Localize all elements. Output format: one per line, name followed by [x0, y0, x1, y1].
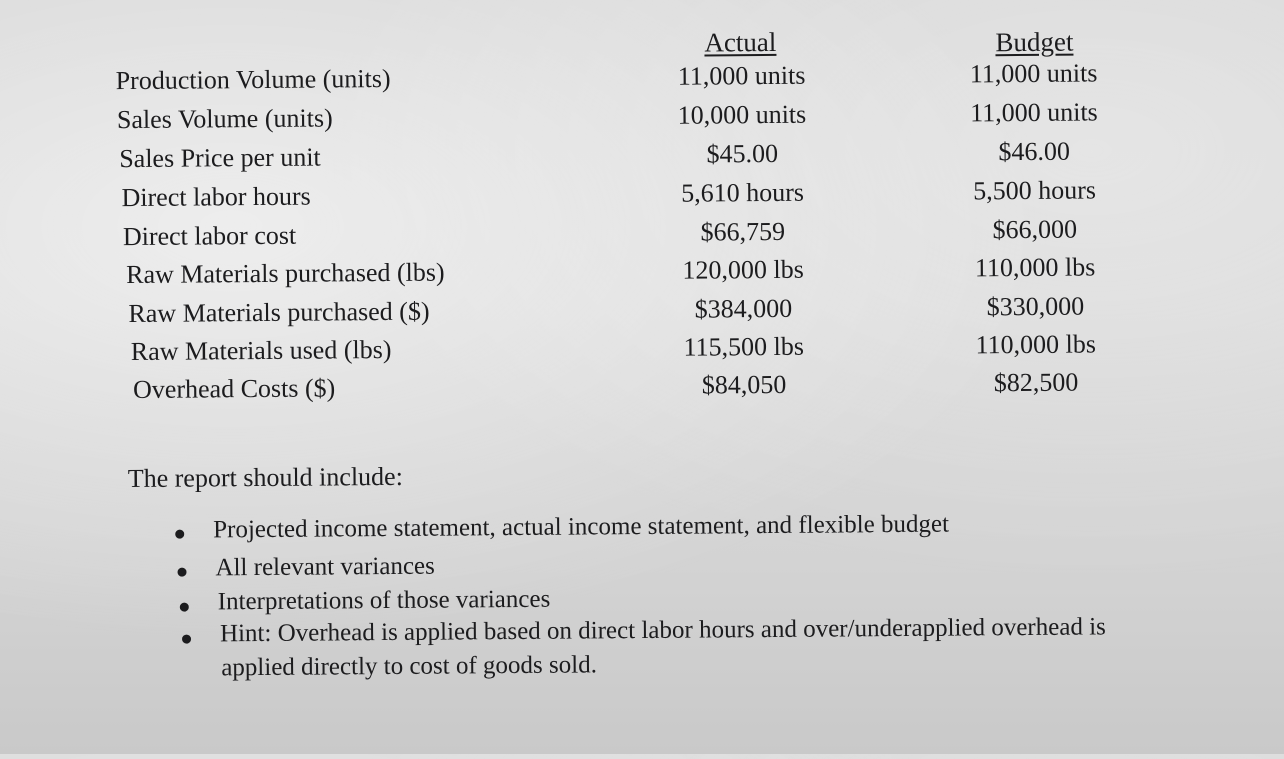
bullet-icon	[177, 568, 186, 577]
actual-value: $84,050	[701, 369, 787, 400]
actual-value: 120,000 lbs	[682, 254, 804, 285]
actual-value: 115,500 lbs	[683, 331, 805, 362]
budget-value: 5,500 hours	[973, 175, 1097, 206]
list-item-text: All relevant variances	[215, 552, 435, 582]
bullet-icon	[175, 530, 184, 539]
row-label: Sales Volume (units)	[116, 103, 333, 135]
actual-value: 11,000 units	[677, 60, 806, 91]
row-label: Raw Materials purchased (lbs)	[126, 257, 445, 290]
row-label: Direct labor hours	[121, 181, 311, 213]
actual-value: $45.00	[706, 138, 779, 169]
row-label: Overhead Costs ($)	[132, 373, 336, 404]
row-label: Raw Materials purchased ($)	[128, 296, 430, 329]
bullet-icon	[182, 635, 191, 644]
budget-value: 110,000 lbs	[974, 252, 1096, 283]
budget-value: $330,000	[986, 291, 1085, 322]
bullet-icon	[180, 603, 189, 612]
list-item-text: Hint: Overhead is applied based on direct labor hours and over/underapplied overhead is	[219, 613, 1106, 648]
actual-value: $384,000	[694, 293, 793, 324]
row-label: Production Volume (units)	[115, 63, 391, 96]
column-header-budget: Budget	[995, 26, 1074, 58]
actual-value: 10,000 units	[677, 99, 807, 130]
list-item-text-continued: applied directly to cost of goods sold.	[221, 651, 598, 682]
list-item-text: Interpretations of those variances	[217, 585, 551, 616]
budget-value: $82,500	[993, 367, 1079, 398]
list-item-text: Projected income statement, actual income statement, and flexible budget	[213, 510, 950, 544]
actual-value: 5,610 hours	[681, 177, 805, 208]
column-header-actual: Actual	[704, 26, 777, 58]
budget-value: $46.00	[998, 136, 1071, 167]
budget-value: 11,000 units	[970, 97, 1098, 128]
budget-value: $66,000	[992, 214, 1078, 245]
report-intro: The report should include:	[127, 461, 403, 494]
budget-value: 110,000 lbs	[975, 329, 1097, 360]
row-label: Sales Price per unit	[119, 142, 321, 174]
row-label: Direct labor cost	[122, 220, 297, 252]
budget-value: 11,000 units	[969, 58, 1098, 89]
actual-value: $66,759	[700, 216, 786, 247]
row-label: Raw Materials used (lbs)	[130, 334, 392, 367]
